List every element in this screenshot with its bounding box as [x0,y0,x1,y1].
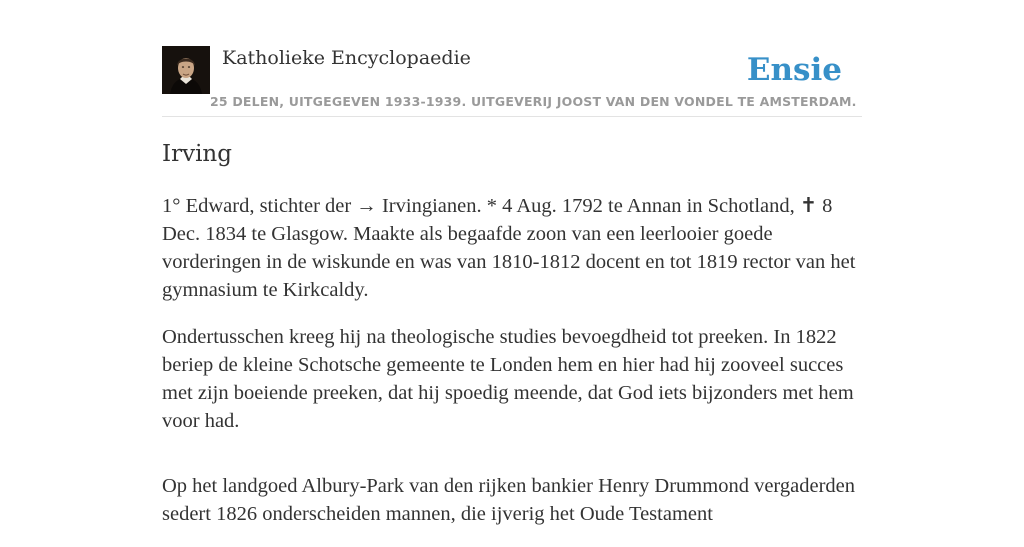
portrait-icon [162,46,210,94]
ensie-logo[interactable]: Ensie [746,52,842,88]
source-title[interactable]: Katholieke Encyclopaedie [222,47,471,69]
source-header [162,46,862,117]
article-body [162,192,864,547]
article-paragraph: Op het landgoed Albury-Park van den rijken bankier Henry Drummond vergaderden sedert 1826 onderscheiden mannen, die ijverig het Oude Testament [162,475,856,525]
article-paragraph: Ondertusschen kreeg hij na theologische studies bevoegdheid tot preeken. In 1822 beriep de kleine Schotsche gemeente te Londen hem en hier had hij zooveel succes met zijn boeiende preeken, dat hij spoedig meende, dat God iets bijzonders met hem voor had. [162,326,854,432]
source-avatar[interactable] [162,46,210,94]
article-title: Irving [162,141,232,167]
article-paragraph: 1° Edward, stichter der → Irvingianen. * 4 Aug. 1792 te Annan in Schotland, ✝ 8 Dec. 1834 te Glasgow. Maakte als begaafde zoon van een leerlooier goede vorderingen in de wiskunde en was van 1810-1812 docent en tot 1819 rector van het gymnasium te Kirkcaldy. [162,195,856,301]
source-meta: 25 DELEN, UITGEGEVEN 1933-1939. UITGEVERIJ JOOST VAN DEN VONDEL TE AMSTERDAM. [210,94,857,109]
